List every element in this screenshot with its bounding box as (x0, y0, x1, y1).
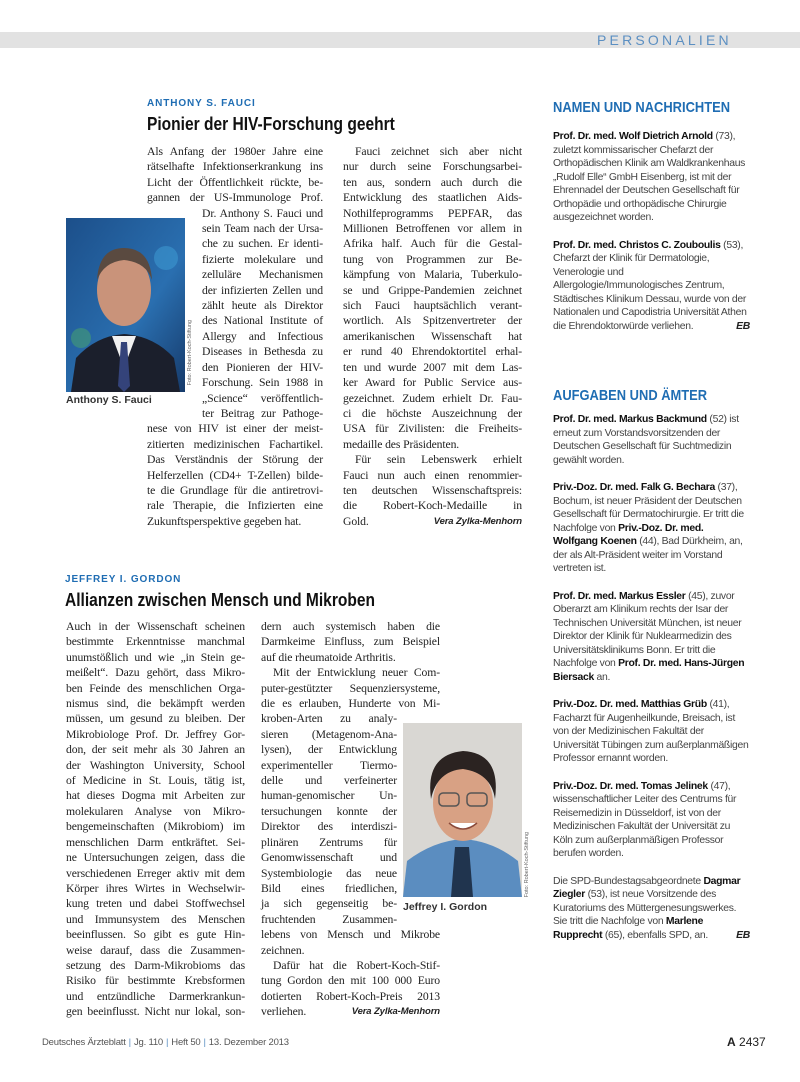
page-number (727, 1035, 766, 1049)
fauci-photo (66, 218, 185, 392)
person-name: Prof. Dr. med. Markus Essler (553, 590, 686, 602)
person-name: Priv.-Doz. Dr. med. Tomas Jelinek (553, 780, 708, 792)
fauci-headline: Pionier der HIV-Forschung geehrt (147, 113, 395, 134)
text-line: die Robert-Koch-Medaille in (343, 499, 522, 513)
text-line: se und Grippe-Pandemien zeichnet (343, 283, 522, 297)
text-line: lysen), der Entwicklung (261, 743, 397, 757)
entry-text: (53), ist neue Vorsitzende des Kuratoriums des Müttergenesungswerkes. Sie tritt die Nachfolge von (553, 889, 737, 927)
text-line: kämpfung von Malaria, Tuberkulo- (343, 268, 522, 282)
text-line: Risiko für bestimmte Krebsformen (66, 974, 245, 988)
person-name: Prof. Dr. med. Christos C. Zouboulis (553, 239, 721, 251)
text-line: Genomwissenschaft und (261, 851, 397, 865)
text-line: USA für Zivilisten: die Freiheits- (343, 422, 522, 436)
text-line: nese von HIV ist einer der meist- (147, 422, 323, 436)
text-line: Auch in der Wissenschaft scheinen (66, 620, 245, 633)
text-line: ten deutschen Wissenschaftspreis: (343, 483, 522, 497)
text-line: unumstößlich und wie „in Stein ge- (66, 650, 245, 664)
text-line: ter Beitrag zur Pathoge- (202, 406, 323, 420)
news-entry (553, 875, 750, 943)
text-line: gezeichnet. Zudem erhielt Dr. Fau- (343, 391, 522, 405)
fauci-photo-credit: Foto: Robert-Koch-Stiftung (187, 320, 193, 386)
text-line: der infizierten Zellen und (202, 283, 323, 297)
text-line: ten aus, sondern auch durch die (343, 175, 522, 189)
paragraph (261, 619, 440, 665)
sidebar-heading-tasks-offices: AUFGABEN UND ÄMTER (553, 387, 708, 404)
text-line: gannen der US-Immunologe Prof. (147, 191, 323, 205)
page-number-value: 2437 (739, 1035, 766, 1049)
text-line: Dafür hat die Robert-Koch-Stif- (273, 958, 440, 972)
sidebar-heading-names-news: NAMEN UND NACHRICHTEN (553, 99, 731, 116)
text-line: fizierte molekulare und (202, 252, 323, 266)
footer-journal: Deutsches Ärzteblatt (42, 1037, 126, 1048)
text-line: Afrika half. Auch für die Gestal- (343, 237, 522, 251)
text-line: puter-gestützter Sequenziersysteme, (261, 681, 440, 695)
footer-volume: Jg. 110 (133, 1037, 163, 1048)
fauci-kicker: ANTHONY S. FAUCI (147, 98, 256, 109)
text-line: Zukunftsperspektive gegeben hat. (147, 514, 302, 528)
text-line: Gold. (343, 514, 369, 528)
gordon-photo (403, 723, 522, 897)
text-line: hat dieses Dogma mit Arbeiten zur (66, 789, 245, 803)
gordon-photo-credit: Foto: Robert-Koch-Stiftung (524, 832, 530, 898)
text-line: fruchtenden Zusammen- (261, 912, 397, 926)
news-entry (553, 780, 750, 861)
entry-text: (47), wissenschaftlicher Leiter des Centrums für Reisemedizin in Düsseldorf, ist von der Medizinischen Fakultät der Universität zu Köln zum außerplanmäßigen Professor berufen worden. (553, 780, 737, 859)
news-entry (553, 481, 750, 576)
person-name: Priv.-Doz. Dr. med. Matthias Grüb (553, 699, 707, 710)
text-line: Entwicklung des staatlichen Aids- (343, 191, 522, 205)
text-line: tung von Programmen zur Be- (343, 252, 522, 266)
text-line: tung Gordon den mit 100 000 Euro (261, 974, 440, 988)
text-line: zitierten medizinischen Fachartikel. (147, 437, 323, 451)
entry-text: (41), Facharzt für Augenheilkunde, Breisach, ist von der Medizinischen Fakultät der Universität Tübingen zum außerplanmäßigen Professor ernannt worden. (553, 699, 749, 764)
fauci-column-2 (343, 144, 522, 529)
text-line: verliehen. (261, 1005, 307, 1019)
separator: | (128, 1037, 131, 1048)
text-line: experimenteller Tiermo- (261, 758, 397, 772)
text-line: sich Fauci hauptsächlich verant- (343, 299, 522, 313)
text-line: kung treten und dabei Stoffwechsel (66, 897, 245, 911)
text-line: zeichnen. (261, 943, 305, 957)
text-line: Körper ihres Wirtes in Wechselwir- (66, 881, 245, 895)
person-name: Priv.-Doz. Dr. med. Falk G. Bechara (553, 482, 715, 493)
text-line: er rund 40 Ehrendoktortitel erhal- (343, 345, 522, 359)
text-line: bestimmte Erkenntnisse manchmal (66, 635, 245, 649)
text-line: don, der seit mehr als 30 Jahren an (66, 743, 245, 757)
text-line: rätselhafte Infektionserkrankung ins (147, 160, 323, 174)
text-line: wortlich. Als Spitzenvertreter der (343, 314, 522, 328)
person-name: Priv.-Doz. Dr. med. Wolfgang Koenen (553, 522, 704, 547)
text-line: Mit der Entwicklung neuer Com- (273, 666, 440, 680)
page-prefix: A (727, 1035, 736, 1049)
text-line: dotierten Robert-Koch-Preis 2013 (261, 989, 440, 1003)
text-line: und entzündliche Darmerkrankun- (66, 989, 245, 1003)
text-line: und Immunsystem des Menschen (66, 912, 245, 926)
text-line: human-genomischer Un- (261, 789, 397, 803)
news-entry (553, 698, 750, 766)
text-line: tersuchungen konnte der (261, 804, 397, 818)
editor-signature: EB (736, 929, 750, 941)
text-line: sieren (Metagenom-Ana- (261, 727, 397, 741)
text-line: of Medicine in St. Louis, tätig ist, (66, 774, 245, 788)
text-line: che zu suchen. Er identi- (202, 237, 323, 251)
text-line: kroben-Arten zu analy- (261, 712, 397, 726)
text-line: nur durch seine Forschungsarbei- (343, 160, 522, 174)
text-line: Darmkeime Einfluss, zum Beispiel (261, 635, 440, 649)
paragraph (343, 144, 522, 452)
news-entry (553, 413, 750, 467)
entry-text: (44), Bad Dürkheim, an, der als Alt-Präsident weiter im Vorstand vertreten ist. (553, 536, 743, 574)
footer-issue: Heft 50 (171, 1037, 201, 1048)
text-line: den Pionieren der HIV- (202, 360, 323, 374)
text-line: Das Verständnis der Störung der (147, 453, 323, 467)
text-line: ker Award for Public Service aus- (343, 376, 522, 390)
news-entry (553, 239, 750, 334)
entry-text: (65), ebenfalls SPD, an. (602, 929, 708, 941)
gordon-photo-caption: Jeffrey I. Gordon (403, 901, 488, 913)
text-line: auf die rheumatoide Arthritis. (261, 650, 396, 664)
text-line: nismus sind, die bekämpft werden (66, 697, 245, 711)
text-line: bengemeinschaften (Mikrobiom) im (66, 820, 245, 834)
text-line: beeinflussen. So gibt es gute Hin- (66, 928, 245, 942)
text-line: zelluläre Mechanismen (202, 268, 323, 282)
sidebar-tasks-offices-list (553, 413, 750, 956)
fauci-photo-caption: Anthony S. Fauci (66, 394, 152, 406)
entry-text: (52) ist erneut zum Vorstandsvorsitzenden der Deutschen Gesellschaft für Suchtmedizin gewählt worden. (553, 414, 739, 466)
footer-date: 13. Dezember 2013 (208, 1037, 289, 1048)
gordon-headline: Allianzen zwischen Mensch und Mikroben (65, 589, 375, 610)
text-line: Als Anfang der 1980er Jahre eine (147, 145, 323, 158)
text-line: die es erlauben, Hunderte von Mi- (261, 697, 440, 711)
entry-text: an. (593, 671, 611, 683)
person-name: Prof. Dr. med. Wolf Dietrich Arnold (553, 131, 713, 142)
text-line: müssen, um gesund zu bleiben. Der (66, 712, 245, 726)
portrait-image (66, 218, 185, 392)
text-line: molekularen Analyse von Mikro- (66, 804, 245, 818)
person-name: Dagmar Ziegler (553, 875, 741, 900)
entry-text: (45), zuvor Oberarzt am Klinikum rechts der Isar der Technischen Universität München, ist neuer Direktor der Klinik für Nuklearmedizin des Universitätsklinikums Bonn. Er tritt die Nachfolge von (553, 590, 742, 669)
text-line: ben Feinde des menschlichen Orga- (66, 681, 245, 695)
section-label: PERSONALIEN (597, 32, 732, 48)
text-line: Bild eines friedlichen, (261, 881, 397, 895)
person-name: Prof. Dr. med. Markus Backmund (553, 414, 707, 425)
news-entry (553, 590, 750, 685)
text-line: Fauci zeichnet sich aber nicht (355, 145, 522, 158)
text-line: Dr. Anthony S. Fauci und (202, 206, 323, 220)
text-line: weise darauf, dass die Zusammen- (66, 943, 245, 957)
sidebar-names-news-list (553, 130, 750, 347)
text-line: „Science“ veröffentlich- (202, 391, 323, 405)
paragraph (66, 619, 245, 1020)
text-line: plinären Zentrums für (261, 835, 397, 849)
gordon-column-1 (66, 619, 245, 1020)
separator: | (203, 1037, 206, 1048)
portrait-image (403, 723, 522, 897)
entry-text: Die SPD-Bundestagsabgeordnete (553, 875, 704, 887)
text-line: menschlichen Darm entkräftet. Sei- (66, 835, 245, 849)
text-line: Millionen Betroffenen vor allem in (343, 222, 522, 236)
gordon-kicker: JEFFREY I. GORDON (65, 574, 182, 585)
editor-signature: EB (736, 320, 750, 332)
text-line: Forschung. Sein 1988 in (202, 376, 323, 390)
author-byline: Vera Zylka-Menhorn (351, 1006, 440, 1018)
text-line: zählt heute als Direktor (202, 299, 323, 313)
text-line: Allergy and Infectious (202, 329, 323, 343)
text-line: Diseases in Bethesda zu (202, 345, 323, 359)
text-line: Helferzellen (CD4+ T-Zellen) bilde- (147, 468, 323, 482)
text-line: ten und wurde 2007 mit dem Las- (343, 360, 522, 374)
text-line: delle und verfeinerter (261, 774, 397, 788)
text-line: ci die höchste Auszeichnung der (343, 406, 522, 420)
footer-publication-info (42, 1037, 289, 1048)
text-line: dern auch systemisch haben die (261, 620, 440, 633)
text-line: ne Untersuchungen zeigen, dass die (66, 851, 245, 865)
text-line: Licht der Öffentlichkeit rückte, be- (147, 175, 323, 189)
person-name: Prof. Dr. med. Hans-Jürgen Biersack (553, 658, 745, 683)
text-line: amerikanischen Wissenschaft hat (343, 329, 522, 343)
person-name: Marlene Rupprecht (553, 916, 704, 941)
entry-text: (53), Chefarzt der Klinik für Dermatologie, Venerologie und Allergologie/Immunologisches Zentrum, Städtisches Klinikum Dessau, wurde von der Nationalen und Capodistria Universität Athen die Ehrendoktorwürde verliehen. (553, 239, 747, 332)
text-line: Direktor des interdiszi- (261, 820, 397, 834)
text-line: ja sich gegenseitig be- (261, 897, 397, 911)
text-line: Für sein Lebenswerk erhielt (355, 453, 522, 467)
text-line: verschiedenen Erreger aktiv mit dem (66, 866, 245, 880)
entry-text: (37), Bochum, ist neuer Präsident der Deutschen Gesellschaft für Dermatochirurgie. Er tritt die Nachfolge von (553, 482, 744, 534)
news-entry (553, 130, 750, 225)
text-line: Systembiologie das neue (261, 866, 397, 880)
author-byline: Vera Zylka-Menhorn (433, 515, 522, 527)
text-line: te die Grundlage für die antiretrovi- (147, 483, 323, 497)
text-line: lebens von Mensch und Mikrobe (261, 928, 440, 942)
text-line: Nothilfeprogramms PEPFAR, das (343, 206, 522, 220)
entry-text: (73), zuletzt kommissarischer Chefarzt der Orthopädischen Klinik am Waldkrankenhaus „Rudolf Elle“ GmbH Eisenberg, ist mit der Ehrennadel der Deutschen Gesellschaft für Orthopädie und orthopädische Chirurgie ausgezeichnet worden. (553, 131, 746, 223)
text-line: der Washington University, School (66, 758, 245, 772)
text-line: rale Therapie, die Infizierten eine (147, 499, 323, 513)
text-line: sein Team nach der Ursa- (202, 222, 323, 236)
text-line: medaille des Präsidenten. (343, 437, 460, 451)
text-line: meißelt“. Dazu gehört, dass Mikro- (66, 666, 245, 680)
text-line: des National Institute of (202, 314, 323, 328)
text-line: gen beeinflusst. Nicht nur lokal, son- (66, 1005, 245, 1019)
text-line: Fauci nun auch einen renommier- (343, 468, 522, 482)
separator: | (166, 1037, 169, 1048)
text-line: Mikrobiologe Prof. Dr. Jeffrey Gor- (66, 727, 245, 741)
text-line: setzung des Darm-Mikrobioms das (66, 958, 245, 972)
